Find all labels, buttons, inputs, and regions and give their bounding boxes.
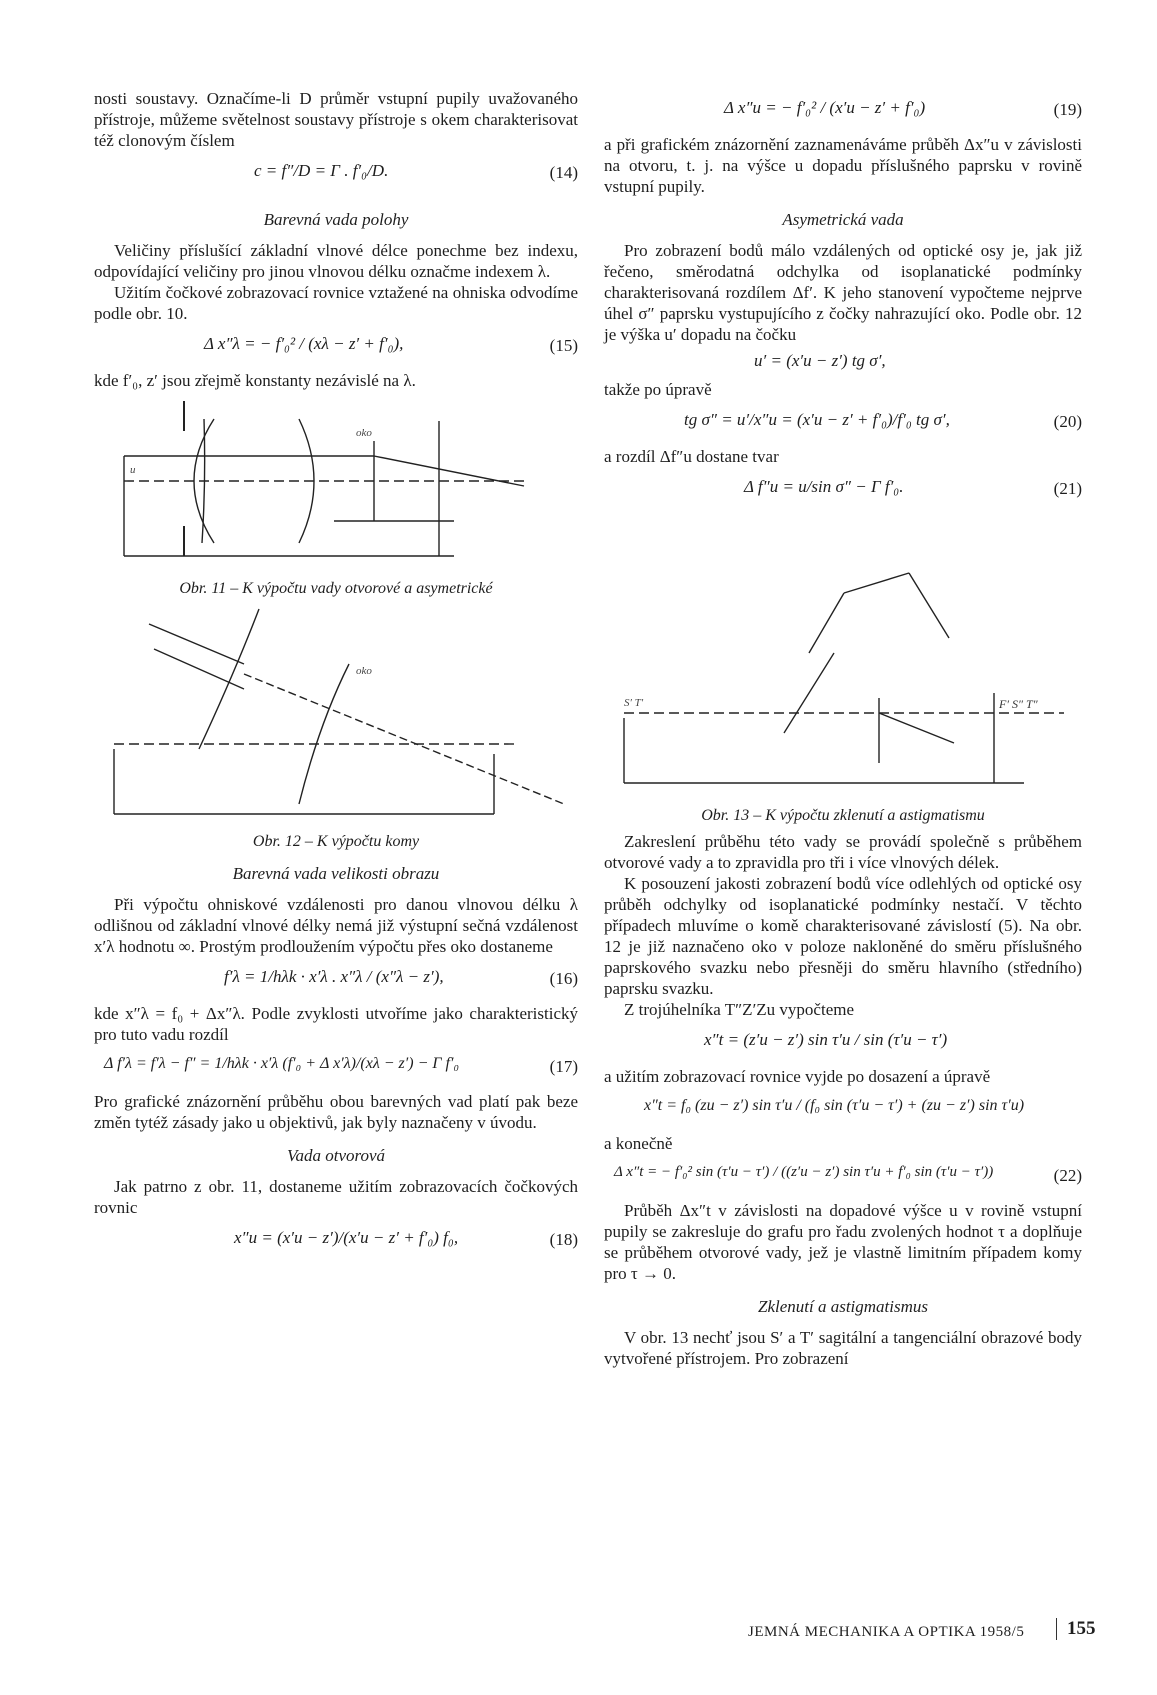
figure-13-diagram: [604, 513, 1082, 803]
equation-22: Δ x″t = − f′₀² sin (τ′u − τ′) / ((z′u − z′) sin τ′u + f′₀ sin (τ′u − τ′)) (22): [614, 1164, 1082, 1185]
paragraph: nosti soustavy. Označíme-li D průměr vstupní pupily uvažovaného přístroje, můžeme světelnost soustavy přístroje s okem charakterisovat též clonovým číslem: [94, 89, 578, 150]
svg-text:F′ S″ T″: F′ S″ T″: [999, 697, 1038, 711]
paragraph: Veličiny příslušící základní vlnové délce ponechme bez indexu, odpovídající veličiny pro jinou vlnovou délku označme indexem λ.: [94, 241, 578, 281]
paragraph: Z trojúhelníka T″Z′Zu vypočteme: [624, 1000, 855, 1019]
figure-caption: Obr. 11 – K výpočtu vady otvorové a asymetrické: [179, 580, 493, 597]
svg-text:oko: oko: [356, 665, 372, 677]
figure-caption: Obr. 12 – K výpočtu komy: [252, 833, 420, 850]
paragraph: takže po úpravě: [604, 380, 712, 399]
section-heading: Barevná vada velikosti obrazu: [232, 864, 440, 883]
equation-19: Δ x″u = − f′₀² / (x′u − z′ + f′₀) (19): [724, 98, 1082, 119]
paragraph: V obr. 13 nechť jsou S′ a T′ sagitální a tangenciální obrazové body vytvořené přístrojem. Pro zobrazení: [604, 1328, 1082, 1368]
paragraph: Jak patrno z obr. 11, dostaneme užitím zobrazovacích čočkových rovnic: [94, 1177, 578, 1217]
paragraph: Pro zobrazení bodů málo vzdálených od optické osy je, jak již řečeno, směrodatná odchylka od isoplanatické podmínky charakterisovaná rozdílem Δf′. K jeho stanovení vypočteme nejprve úhel σ″ paprsku vystupujícího z čočky nahrazující oko. Podle obr. 12 je výška u′ dopadu na čočku: [604, 241, 1082, 344]
journal-footer: JEMNÁ MECHANIKA A OPTIKA 1958/5: [748, 1624, 1025, 1640]
paragraph: kde f′₀, z′ jsou zřejmě konstanty nezávislé na λ.: [94, 371, 416, 390]
paragraph: Při výpočtu ohniskové vzdálenosti pro danou vlnovou délku λ odlišnou od základní vlnové délky nemá již výstupní sečná vzdálenost x′λ hodnotu ∞. Prostým prodloužením výpočtu přes oko dostaneme: [94, 895, 578, 956]
page-number: 155: [1056, 1618, 1096, 1640]
paragraph: Užitím čočkové zobrazovací rovnice vztažené na ohniska odvodíme podle obr. 10.: [94, 283, 578, 323]
paragraph: Zakreslení průběhu této vady se provádí společně s průběhem otvorové vady a to zpravidla pro tři i více vlnových délek.: [604, 832, 1082, 872]
equation-14: c = f″/D = Γ . f′₀/D. (14): [254, 161, 578, 182]
figure-11: [94, 391, 578, 598]
svg-text:u: u: [130, 464, 136, 476]
equation-16: f′λ = 1/hλk · x′λ . x″λ / (x″λ − z′), (16): [224, 967, 578, 988]
equation-21: Δ f″u = u/sin σ″ − Γ f′₀. (21): [744, 477, 1082, 498]
equation-17: Δ f′λ = f′λ − f″ = 1/hλk · x′λ (f′₀ + Δ x′λ)/(xλ − z′) − Γ f′₀ (17): [104, 1055, 578, 1076]
right-column: [604, 88, 1082, 1369]
paragraph: a při grafickém znázornění zaznamenáváme průběh Δx″u v závislosti na otvoru, t. j. na výšce u dopadu příslušného paprsku v rovině vstupní pupily.: [604, 135, 1082, 196]
paragraph: K posouzení jakosti zobrazení bodů více odlehlých od optické osy průběh odchylky od isoplanatické podmínky nestačí. V těchto případech mluvíme o komě charakterisované závislostí (5). Na obr. 12 je již naznačeno oko v poloze nakloněné do směru příslušného paprskového svazku nebo přesněji do směru hlavního (středního) paprsku svazku.: [604, 874, 1082, 998]
equation-18: x″u = (x′u − z′)/(x′u − z′ + f′₀) f₀, (18): [234, 1228, 578, 1249]
paragraph: Pro grafické znázornění průběhu obou barevných vad platí pak beze změn tytéž zásady jako u objektivů, jak byly naznačeny v úvodu.: [94, 1092, 578, 1132]
figure-12-diagram: [94, 604, 578, 829]
equation-20: tg σ″ = u′/x″u = (x′u − z′ + f′₀)/f′₀ tg σ′, (20): [684, 410, 1082, 431]
figure-13: [604, 513, 1082, 825]
section-heading: Asymetrická vada: [782, 210, 904, 229]
section-heading: Vada otvorová: [286, 1146, 386, 1165]
paragraph: Průběh Δx″t v závislosti na dopadové výšce u v rovině vstupní pupily se zakresluje do grafu pro řadu zvolených hodnot τ a doplňuje se průběhem otvorové vady, jež je vlastně limitním případem komy pro τ → 0.: [604, 1201, 1082, 1283]
equation-u: u′ = (x′u − z′) tg σ′,: [754, 351, 886, 370]
svg-text:oko: oko: [356, 427, 372, 439]
figure-caption: Obr. 13 – K výpočtu zklenutí a astigmatismu: [701, 807, 985, 824]
paragraph: kde x″λ = f₀ + Δx″λ. Podle zvyklosti utvoříme jako charakteristický pro tuto vadu rozdíl: [94, 1004, 578, 1044]
paragraph: a užitím zobrazovací rovnice vyjde po dosazení a úpravě: [604, 1067, 991, 1086]
equation-xt2: x″t = f₀ (zu − z′) sin τ′u / (f₀ sin (τ′u − τ′) + (zu − z′) sin τ′u): [644, 1097, 1025, 1114]
figure-11-diagram: [94, 391, 578, 576]
equation-xt1: x″t = (z′u − z′) sin τ′u / sin (τ′u − τ′): [704, 1030, 948, 1049]
svg-text:S′ T′: S′ T′: [624, 697, 644, 709]
equation-15: Δ x″λ = − f′₀² / (xλ − z′ + f′₀), (15): [204, 334, 578, 355]
section-heading: Zklenutí a astigmatismus: [757, 1297, 928, 1316]
paragraph: a rozdíl Δf″u dostane tvar: [604, 447, 779, 466]
figure-12: [94, 604, 578, 851]
left-column: [94, 88, 578, 1264]
section-heading: Barevná vada polohy: [263, 210, 409, 229]
paragraph: a konečně: [604, 1134, 673, 1153]
